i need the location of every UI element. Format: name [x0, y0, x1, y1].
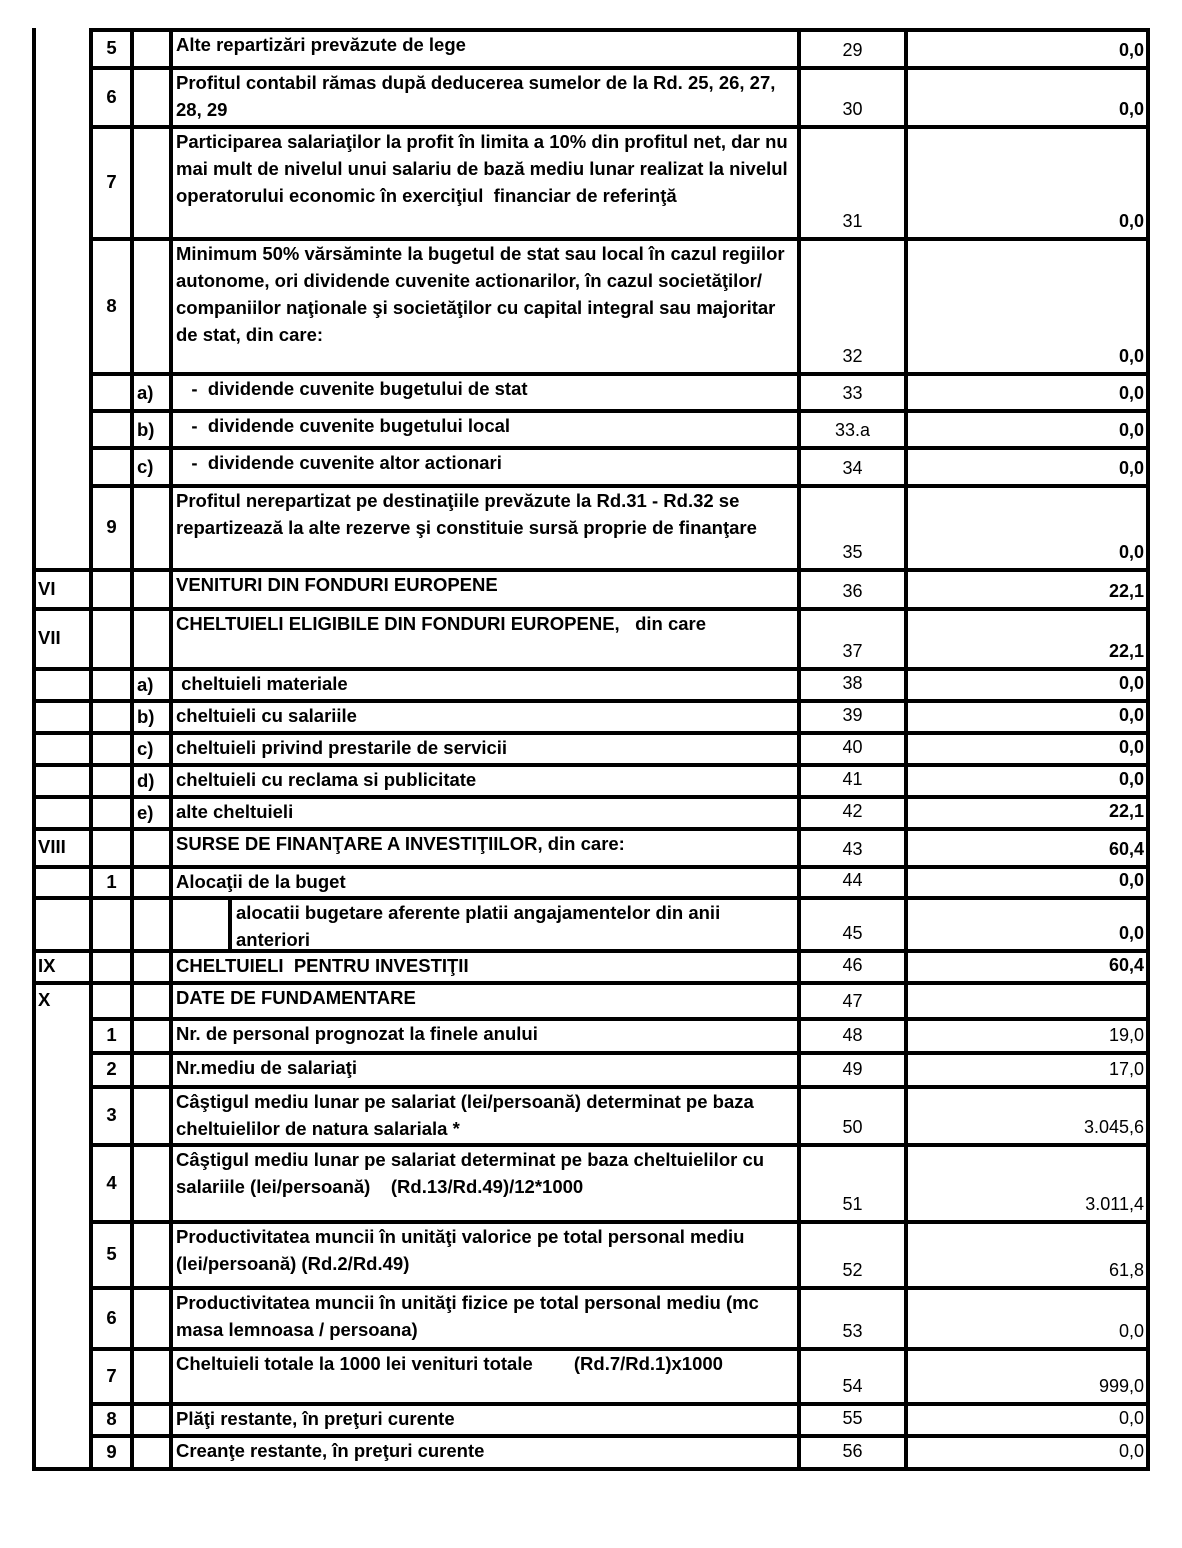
- section-numeral: VIII: [38, 836, 66, 857]
- row-description: cheltuieli materiale: [176, 673, 348, 694]
- row-value: 0,0: [1118, 211, 1144, 231]
- rd-code: 54: [842, 1376, 863, 1396]
- row-value: 17,0: [1108, 1059, 1144, 1079]
- row-description: cheltuieli cu reclama si publicitate: [176, 769, 477, 790]
- row-description: CHELTUIELI PENTRU INVESTIŢII: [176, 955, 469, 976]
- row-description: Profitul nerepartizat pe destinaţiile prevăzute la Rd.31 - Rd.32 se repartizează la alte rezerve şi constituie sursă proprie de finanţare: [176, 490, 757, 538]
- row-description: CHELTUIELI ELIGIBILE DIN FONDURI EUROPENE, din care: [176, 613, 707, 634]
- section-numeral: VI: [38, 577, 56, 599]
- row-description: Nr.mediu de salariaţi: [176, 1057, 357, 1078]
- row-value: 0,0: [1118, 1321, 1144, 1341]
- rd-code: 55: [842, 1408, 863, 1428]
- row-value: 0,0: [1118, 737, 1144, 757]
- rd-code: 34: [842, 458, 863, 478]
- row-description: Alte repartizări prevăzute de lege: [176, 34, 466, 55]
- row-description: Minimum 50% vărsăminte la bugetul de stat sau local în cazul regiilor autonome, ori dividende cuvenite actionarilor, în cazul societăţilor/ companiilor naţionale şi societăţilor cu capital integral sau majoritar de stat, din care:: [176, 243, 790, 345]
- row-value: 61,8: [1108, 1260, 1144, 1280]
- row-value: 0,0: [1118, 420, 1144, 440]
- rd-code: 29: [842, 40, 863, 60]
- row-number: 6: [106, 85, 117, 107]
- row-value: 0,0: [1118, 458, 1144, 478]
- row-description: Câştigul mediu lunar pe salariat determinat pe baza cheltuielilor cu salariile (lei/persoană) (Rd.13/Rd.49)/12*1000: [176, 1149, 770, 1197]
- row-number: 4: [106, 1171, 117, 1193]
- section-numeral: X: [38, 989, 51, 1010]
- row-value: 0,0: [1118, 673, 1144, 693]
- row-description: DATE DE FUNDAMENTARE: [176, 987, 416, 1008]
- row-number: 9: [106, 1440, 117, 1462]
- row-description: Creanţe restante, în preţuri curente: [176, 1440, 485, 1461]
- row-description: Alocaţii de la buget: [176, 871, 346, 892]
- row-number: 8: [106, 1408, 117, 1429]
- rd-code: 39: [842, 705, 863, 725]
- row-value: 22,1: [1108, 581, 1144, 601]
- row-number: 2: [106, 1058, 117, 1079]
- row-description: Nr. de personal prognozat la finele anului: [176, 1023, 538, 1044]
- row-value: 999,0: [1098, 1376, 1144, 1396]
- rd-code: 44: [842, 870, 863, 890]
- row-description: alte cheltuieli: [176, 801, 294, 822]
- rd-code: 32: [842, 346, 863, 366]
- sub-letter: d): [137, 770, 155, 791]
- rd-code: 47: [842, 991, 863, 1011]
- row-value: 0,0: [1118, 383, 1144, 403]
- row-number: 5: [106, 1243, 117, 1264]
- row-description: Câştigul mediu lunar pe salariat (lei/persoană) determinat pe baza cheltuielilor de natura salariala *: [176, 1091, 759, 1139]
- row-number: 9: [106, 516, 117, 537]
- rd-code: 37: [842, 641, 863, 661]
- row-number: 1: [106, 870, 117, 892]
- row-description: Plăţi restante, în preţuri curente: [176, 1408, 455, 1429]
- rd-code: 45: [842, 923, 863, 943]
- row-number: 3: [106, 1104, 117, 1125]
- row-value: 0,0: [1118, 40, 1144, 60]
- rd-code: 53: [842, 1321, 863, 1341]
- rd-code: 40: [842, 737, 863, 757]
- sub-letter: c): [137, 456, 154, 477]
- rd-code: 46: [842, 955, 863, 975]
- row-description: - dividende cuvenite bugetului local: [176, 415, 511, 436]
- rd-code: 56: [842, 1441, 863, 1461]
- row-value: 0,0: [1118, 1408, 1144, 1428]
- row-number: 1: [106, 1024, 117, 1045]
- row-value: 3.045,6: [1083, 1117, 1144, 1137]
- sub-letter: e): [137, 802, 154, 823]
- row-value: 22,1: [1108, 801, 1144, 821]
- row-value: 60,4: [1108, 955, 1144, 975]
- row-value: 0,0: [1118, 769, 1144, 789]
- row-value: 0,0: [1118, 923, 1144, 943]
- vertical-rule: [228, 896, 232, 953]
- rd-code: 31: [842, 211, 863, 231]
- rd-code: 42: [842, 801, 863, 821]
- row-value: 22,1: [1108, 641, 1144, 661]
- rd-code: 43: [842, 839, 863, 859]
- row-description: alocatii bugetare aferente platii angajamentelor din anii anteriori: [236, 902, 726, 950]
- row-description: Profitul contabil rămas după deducerea sumelor de la Rd. 25, 26, 27, 28, 29: [176, 72, 781, 120]
- row-number: 7: [106, 1364, 117, 1386]
- rd-code: 49: [842, 1059, 863, 1079]
- section-numeral: VII: [38, 627, 61, 648]
- row-number: 8: [106, 294, 117, 316]
- sub-letter: a): [137, 381, 154, 403]
- row-value: 0,0: [1118, 1441, 1144, 1461]
- row-number: 5: [106, 37, 117, 58]
- row-value: 19,0: [1108, 1025, 1144, 1045]
- row-number: 6: [106, 1306, 117, 1328]
- row-description: VENITURI DIN FONDURI EUROPENE: [176, 574, 498, 595]
- row-description: Participarea salariaţilor la profit în limita a 10% din profitul net, dar nu mai mult de nivelul unui salariu de bază mediu lunar realizat la nivelul operatorului economic în exerciţiul financiar de referinţă: [176, 131, 793, 206]
- row-description: Productivitatea muncii în unităţi fizice pe total personal mediu (mc masa lemnoasa / persoana): [176, 1292, 764, 1340]
- rd-code: 50: [842, 1117, 863, 1137]
- rd-code: 51: [842, 1194, 863, 1214]
- sub-letter: a): [137, 674, 154, 695]
- rd-code: 48: [842, 1025, 863, 1045]
- row-value: 0,0: [1118, 99, 1144, 119]
- rd-code: 35: [842, 542, 863, 562]
- rd-code: 41: [842, 769, 863, 789]
- row-description: - dividende cuvenite bugetului de stat: [176, 378, 528, 399]
- horizontal-rule: [32, 1467, 1150, 1471]
- row-description: SURSE DE FINANŢARE A INVESTIŢIILOR, din care:: [176, 833, 625, 854]
- row-description: cheltuieli cu salariile: [176, 705, 357, 726]
- rd-code: 38: [842, 673, 863, 693]
- row-value: 3.011,4: [1085, 1194, 1144, 1214]
- rd-code: 52: [842, 1260, 863, 1280]
- row-value: 0,0: [1118, 542, 1144, 562]
- row-value: 0,0: [1118, 705, 1144, 725]
- section-numeral: IX: [38, 955, 56, 976]
- row-value: 0,0: [1118, 346, 1144, 366]
- sub-letter: c): [137, 738, 154, 759]
- rd-code: 33.a: [834, 420, 871, 440]
- sub-letter: b): [137, 706, 155, 727]
- row-description: Productivitatea muncii în unităţi valorice pe total personal mediu (lei/persoană) (Rd.2/Rd.49): [176, 1226, 755, 1274]
- rd-code: 30: [842, 99, 863, 119]
- row-description: Cheltuieli totale la 1000 lei venituri totale (Rd.7/Rd.1)x1000: [176, 1353, 723, 1374]
- row-number: 7: [106, 171, 117, 192]
- rd-code: 36: [842, 581, 863, 601]
- row-description: - dividende cuvenite altor actionari: [176, 452, 502, 473]
- row-value: 60,4: [1108, 839, 1144, 859]
- sub-letter: b): [137, 418, 155, 440]
- row-description: cheltuieli privind prestarile de servicii: [176, 737, 508, 758]
- rd-code: 33: [842, 383, 863, 403]
- row-value: 0,0: [1118, 870, 1144, 890]
